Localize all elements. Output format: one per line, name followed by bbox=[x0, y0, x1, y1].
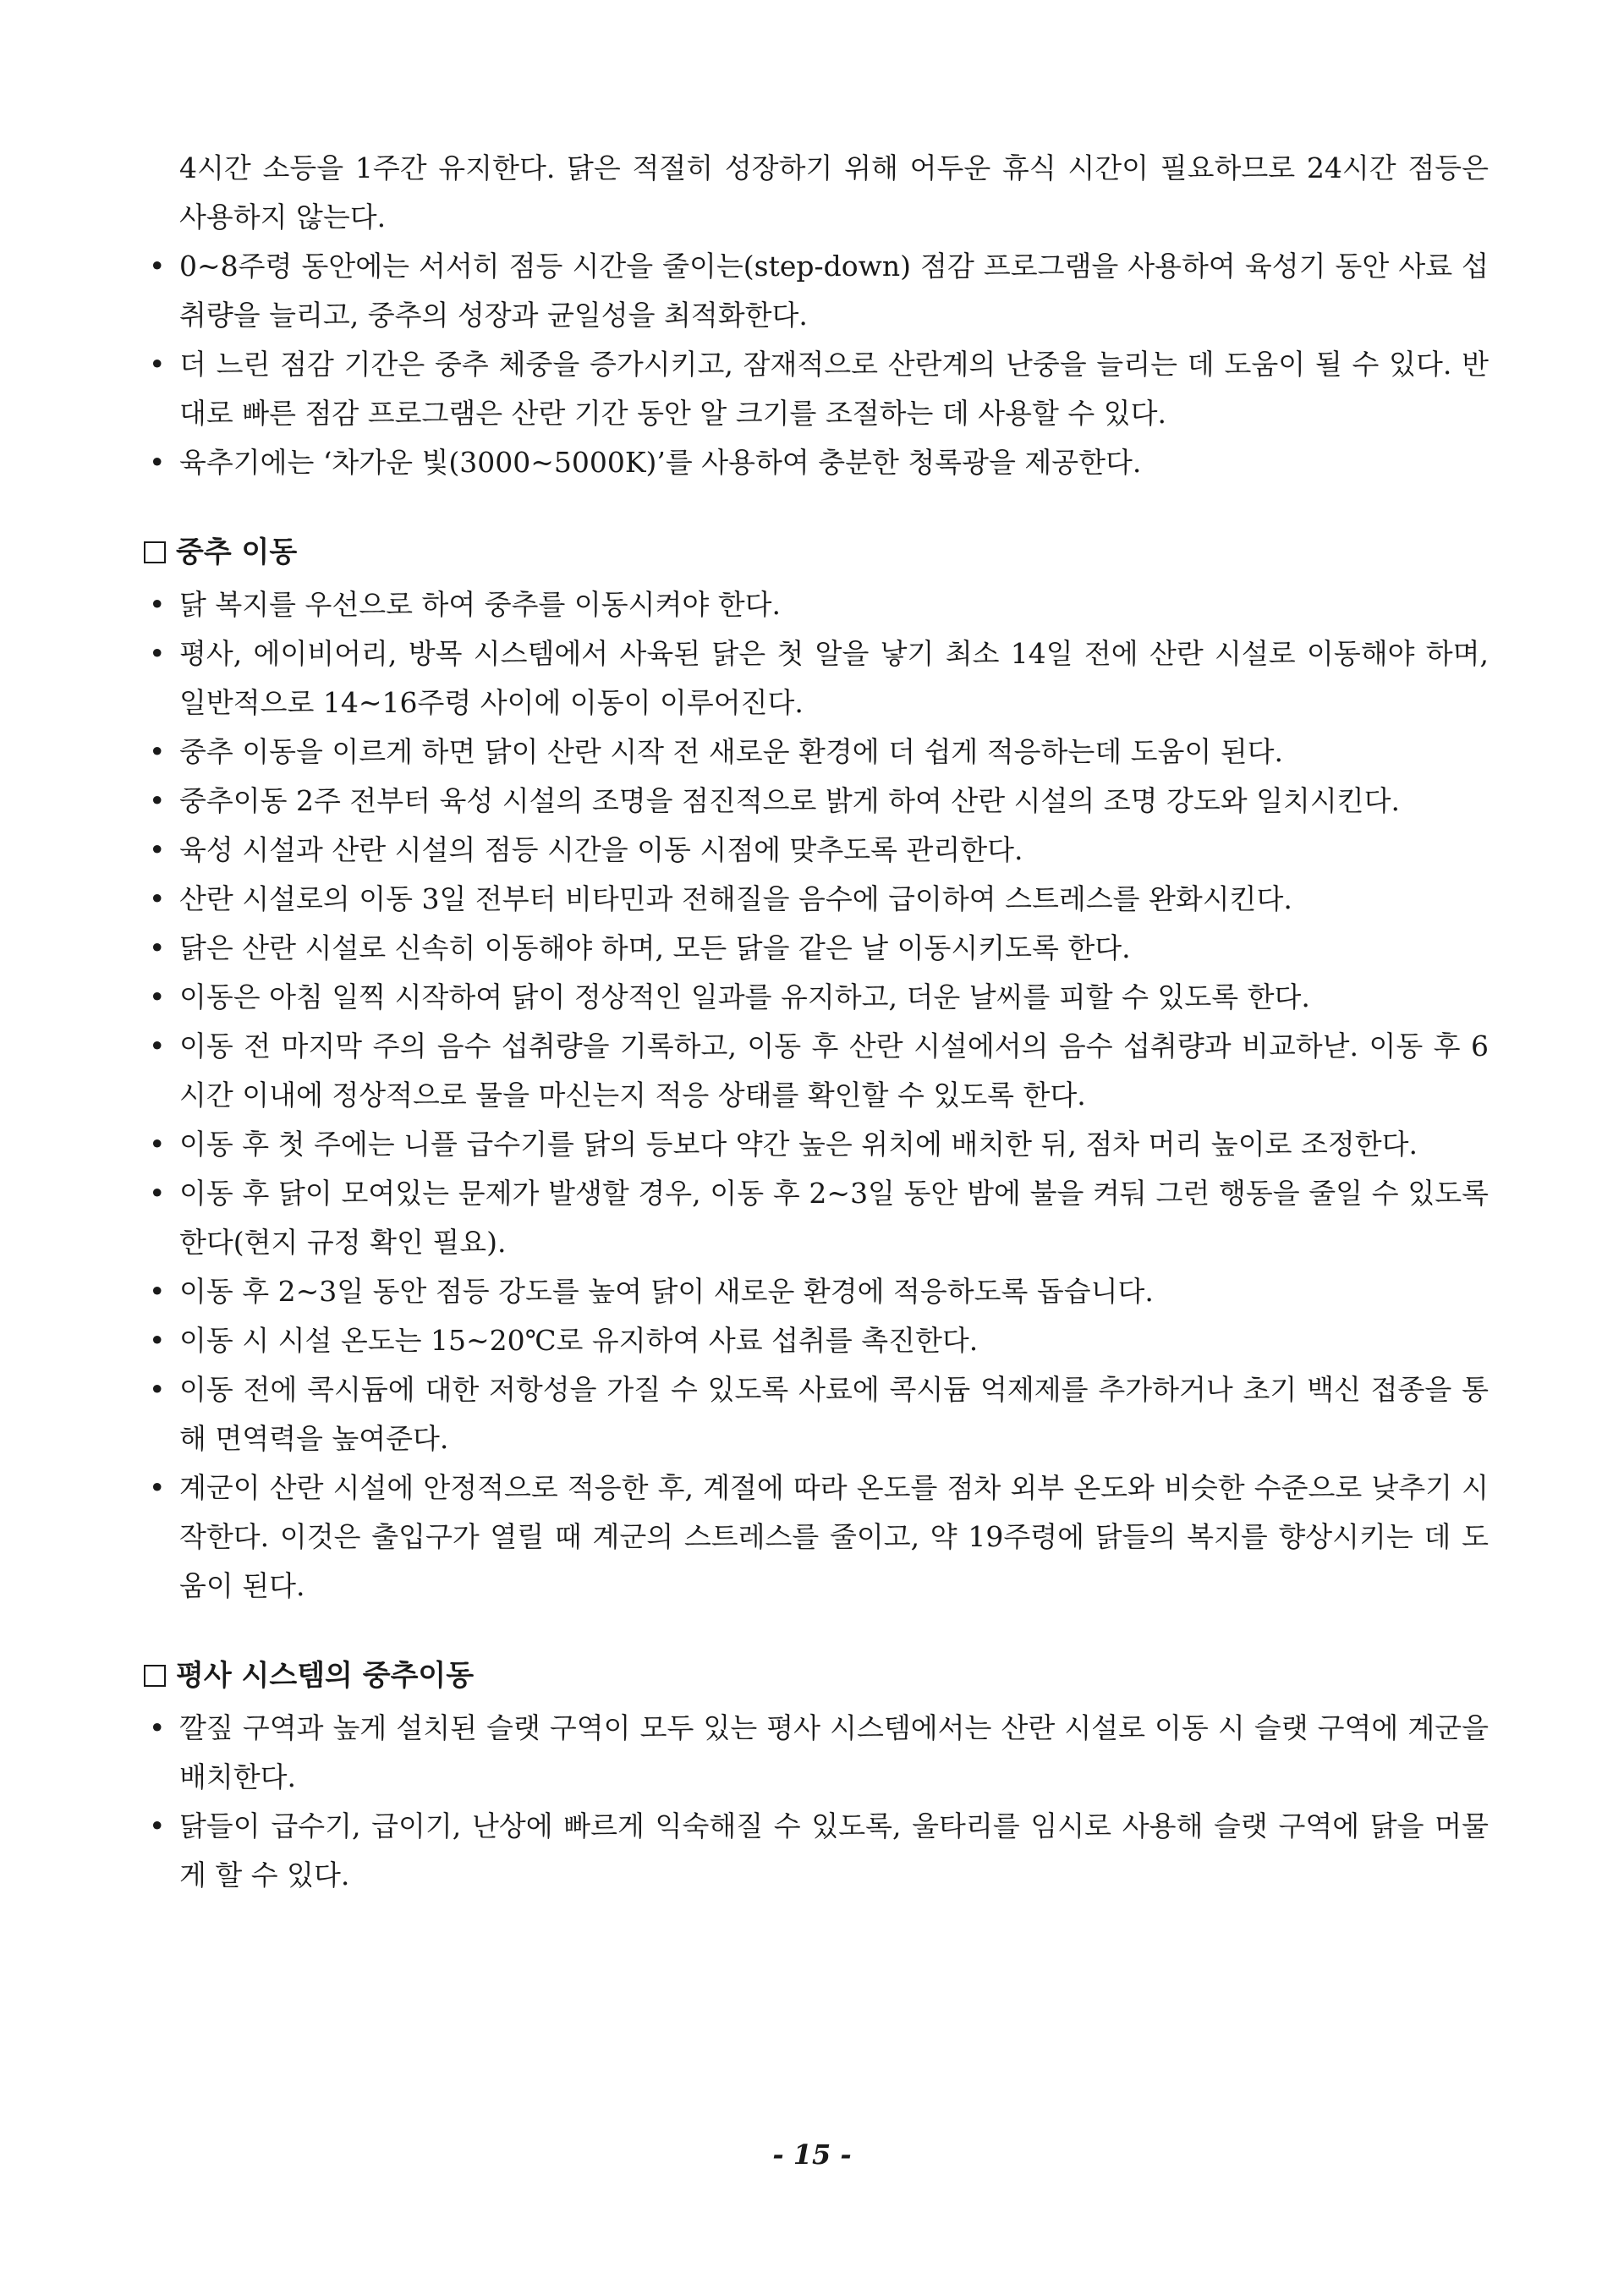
bullet-text: 이동은 아침 일찍 시작하여 닭이 정상적인 일과를 유지하고, 더운 날씨를 피할 수 있도록 한다. bbox=[179, 980, 1310, 1013]
bullet-text: 평사, 에이비어리, 방목 시스템에서 사육된 닭은 첫 알을 낳기 최소 14일 전에 산란 시설로 이동해야 하며, 일반적으로 14~16주령 사이에 이동이 이루어진다. bbox=[179, 637, 1489, 719]
bullet-text: 닭들이 급수기, 급이기, 난상에 빠르게 익숙해질 수 있도록, 울타리를 임시로 사용해 슬랫 구역에 닭을 머물게 할 수 있다. bbox=[179, 1809, 1489, 1891]
list-item bbox=[144, 1463, 1489, 1611]
bullet-icon: • bbox=[149, 348, 166, 381]
bullet-text: 이동 후 첫 주에는 니플 급수기를 닭의 등보다 약간 높은 위치에 배치한 뒤, 점차 머리 높이로 조정한다. bbox=[179, 1128, 1418, 1161]
bullet-icon: • bbox=[149, 637, 166, 670]
bullet-text: 이동 후 2~3일 동안 점등 강도를 높여 닭이 새로운 환경에 적응하도록 돕습니다. bbox=[179, 1275, 1154, 1308]
list-item bbox=[144, 777, 1489, 826]
list-item bbox=[144, 580, 1489, 629]
checkbox-square-icon bbox=[144, 541, 166, 563]
list-item bbox=[144, 1316, 1489, 1365]
bullet-text: 육추기에는 ‘차가운 빛(3000~5000K)’를 사용하여 충분한 청록광을 제공한다. bbox=[179, 446, 1142, 479]
bullet-text: 더 느린 점감 기간은 중추 체중을 증가시키고, 잠재적으로 산란계의 난중을 늘리는 데 도움이 될 수 있다. 반대로 빠른 점감 프로그램은 산란 기간 동안 알 크기를 조절하는 데 사용할 수 있다. bbox=[179, 348, 1489, 430]
bullet-icon: • bbox=[149, 1177, 166, 1210]
list-item bbox=[144, 1704, 1489, 1802]
bullet-icon: • bbox=[149, 1711, 166, 1744]
bullet-icon: • bbox=[149, 1029, 166, 1062]
bullet-icon: • bbox=[149, 1809, 166, 1842]
bullet-text: 계군이 산란 시설에 안정적으로 적응한 후, 계절에 따라 온도를 점차 외부 온도와 비슷한 수준으로 낮추기 시작한다. 이것은 출입구가 열릴 때 계군의 스트레스를 줄이고, 약 19주령에 닭들의 복지를 향상시키는 데 도움이 된다. bbox=[179, 1471, 1489, 1602]
list-item bbox=[144, 1120, 1489, 1169]
list-item bbox=[144, 629, 1489, 727]
bullet-text: 중추이동 2주 전부터 육성 시설의 조명을 점진적으로 밝게 하여 산란 시설의 조명 강도와 일치시킨다. bbox=[179, 784, 1400, 817]
list-item bbox=[144, 924, 1489, 973]
bullet-icon: • bbox=[149, 1471, 166, 1504]
bullet-icon: • bbox=[149, 588, 166, 621]
bullet-text: 이동 후 닭이 모여있는 문제가 발생할 경우, 이동 후 2~3일 동안 밤에 불을 켜둬 그런 행동을 줄일 수 있도록 한다(현지 규정 확인 필요). bbox=[179, 1177, 1489, 1259]
bullet-icon: • bbox=[149, 882, 166, 915]
list-item bbox=[144, 875, 1489, 924]
continuation-paragraph: 4시간 소등을 1주간 유지한다. 닭은 적절히 성장하기 위해 어두운 휴식 시간이 필요하므로 24시간 점등은 사용하지 않는다. bbox=[179, 151, 1489, 233]
section-title: 평사 시스템의 중추이동 bbox=[176, 1659, 475, 1693]
bullet-text: 0~8주령 동안에는 서서히 점등 시간을 줄이는(step-down) 점감 프로그램을 사용하여 육성기 동안 사료 섭취량을 늘리고, 중추의 성장과 균일성을 최적화한다. bbox=[179, 250, 1489, 332]
bullet-icon: • bbox=[149, 1324, 166, 1357]
intro-bullet-list bbox=[144, 242, 1489, 487]
bullet-text: 육성 시설과 산란 시설의 점등 시간을 이동 시점에 맞추도록 관리한다. bbox=[179, 833, 1023, 866]
page-number: - 15 - bbox=[772, 2139, 852, 2171]
section-heading-chick-transfer bbox=[144, 528, 1489, 577]
section1-bullet-list bbox=[144, 580, 1489, 1611]
bullet-icon: • bbox=[149, 931, 166, 964]
bullet-text: 깔짚 구역과 높게 설치된 슬랫 구역이 모두 있는 평사 시스템에서는 산란 시설로 이동 시 슬랫 구역에 계군을 배치한다. bbox=[179, 1711, 1489, 1793]
bullet-icon: • bbox=[149, 1275, 166, 1308]
bullet-text: 이동 시 시설 온도는 15~20℃로 유지하여 사료 섭취를 촉진한다. bbox=[179, 1324, 979, 1357]
list-item bbox=[144, 1267, 1489, 1316]
bullet-icon: • bbox=[149, 784, 166, 817]
list-item bbox=[144, 727, 1489, 777]
bullet-text: 이동 전에 콕시듐에 대한 저항성을 가질 수 있도록 사료에 콕시듐 억제제를 추가하거나 초기 백신 접종을 통해 면역력을 높여준다. bbox=[179, 1373, 1489, 1455]
list-item bbox=[144, 438, 1489, 487]
bullet-icon: • bbox=[149, 735, 166, 768]
section2-bullet-list bbox=[144, 1704, 1489, 1900]
section-heading-floor-system-transfer bbox=[144, 1651, 1489, 1700]
bullet-text: 닭은 산란 시설로 신속히 이동해야 하며, 모든 닭을 같은 날 이동시키도록 한다. bbox=[179, 931, 1131, 964]
list-item bbox=[144, 1802, 1489, 1900]
list-item bbox=[144, 826, 1489, 875]
bullet-text: 산란 시설로의 이동 3일 전부터 비타민과 전해질을 음수에 급이하여 스트레스를 완화시킨다. bbox=[179, 882, 1292, 915]
list-item bbox=[144, 340, 1489, 438]
bullet-icon: • bbox=[149, 980, 166, 1013]
checkbox-square-icon bbox=[144, 1665, 166, 1687]
bullet-text: 이동 전 마지막 주의 음수 섭취량을 기록하고, 이동 후 산란 시설에서의 음수 섭취량과 비교하낟. 이동 후 6시간 이내에 정상적으로 물을 마신는지 적응 상태를 확인할 수 있도록 한다. bbox=[179, 1029, 1489, 1112]
bullet-text: 닭 복지를 우선으로 하여 중추를 이동시켜야 한다. bbox=[179, 588, 781, 621]
bullet-text: 중추 이동을 이르게 하면 닭이 산란 시작 전 새로운 환경에 더 쉽게 적응하는데 도움이 된다. bbox=[179, 735, 1283, 768]
bullet-icon: • bbox=[149, 250, 166, 283]
list-item bbox=[144, 1169, 1489, 1267]
section-title: 중추 이동 bbox=[176, 535, 298, 569]
list-item bbox=[144, 1022, 1489, 1120]
list-item bbox=[144, 242, 1489, 340]
document-page bbox=[144, 144, 1489, 1900]
list-item bbox=[144, 973, 1489, 1022]
list-item bbox=[144, 1365, 1489, 1463]
bullet-icon: • bbox=[149, 1128, 166, 1161]
bullet-icon: • bbox=[149, 446, 166, 479]
bullet-icon: • bbox=[149, 833, 166, 866]
bullet-icon: • bbox=[149, 1373, 166, 1406]
